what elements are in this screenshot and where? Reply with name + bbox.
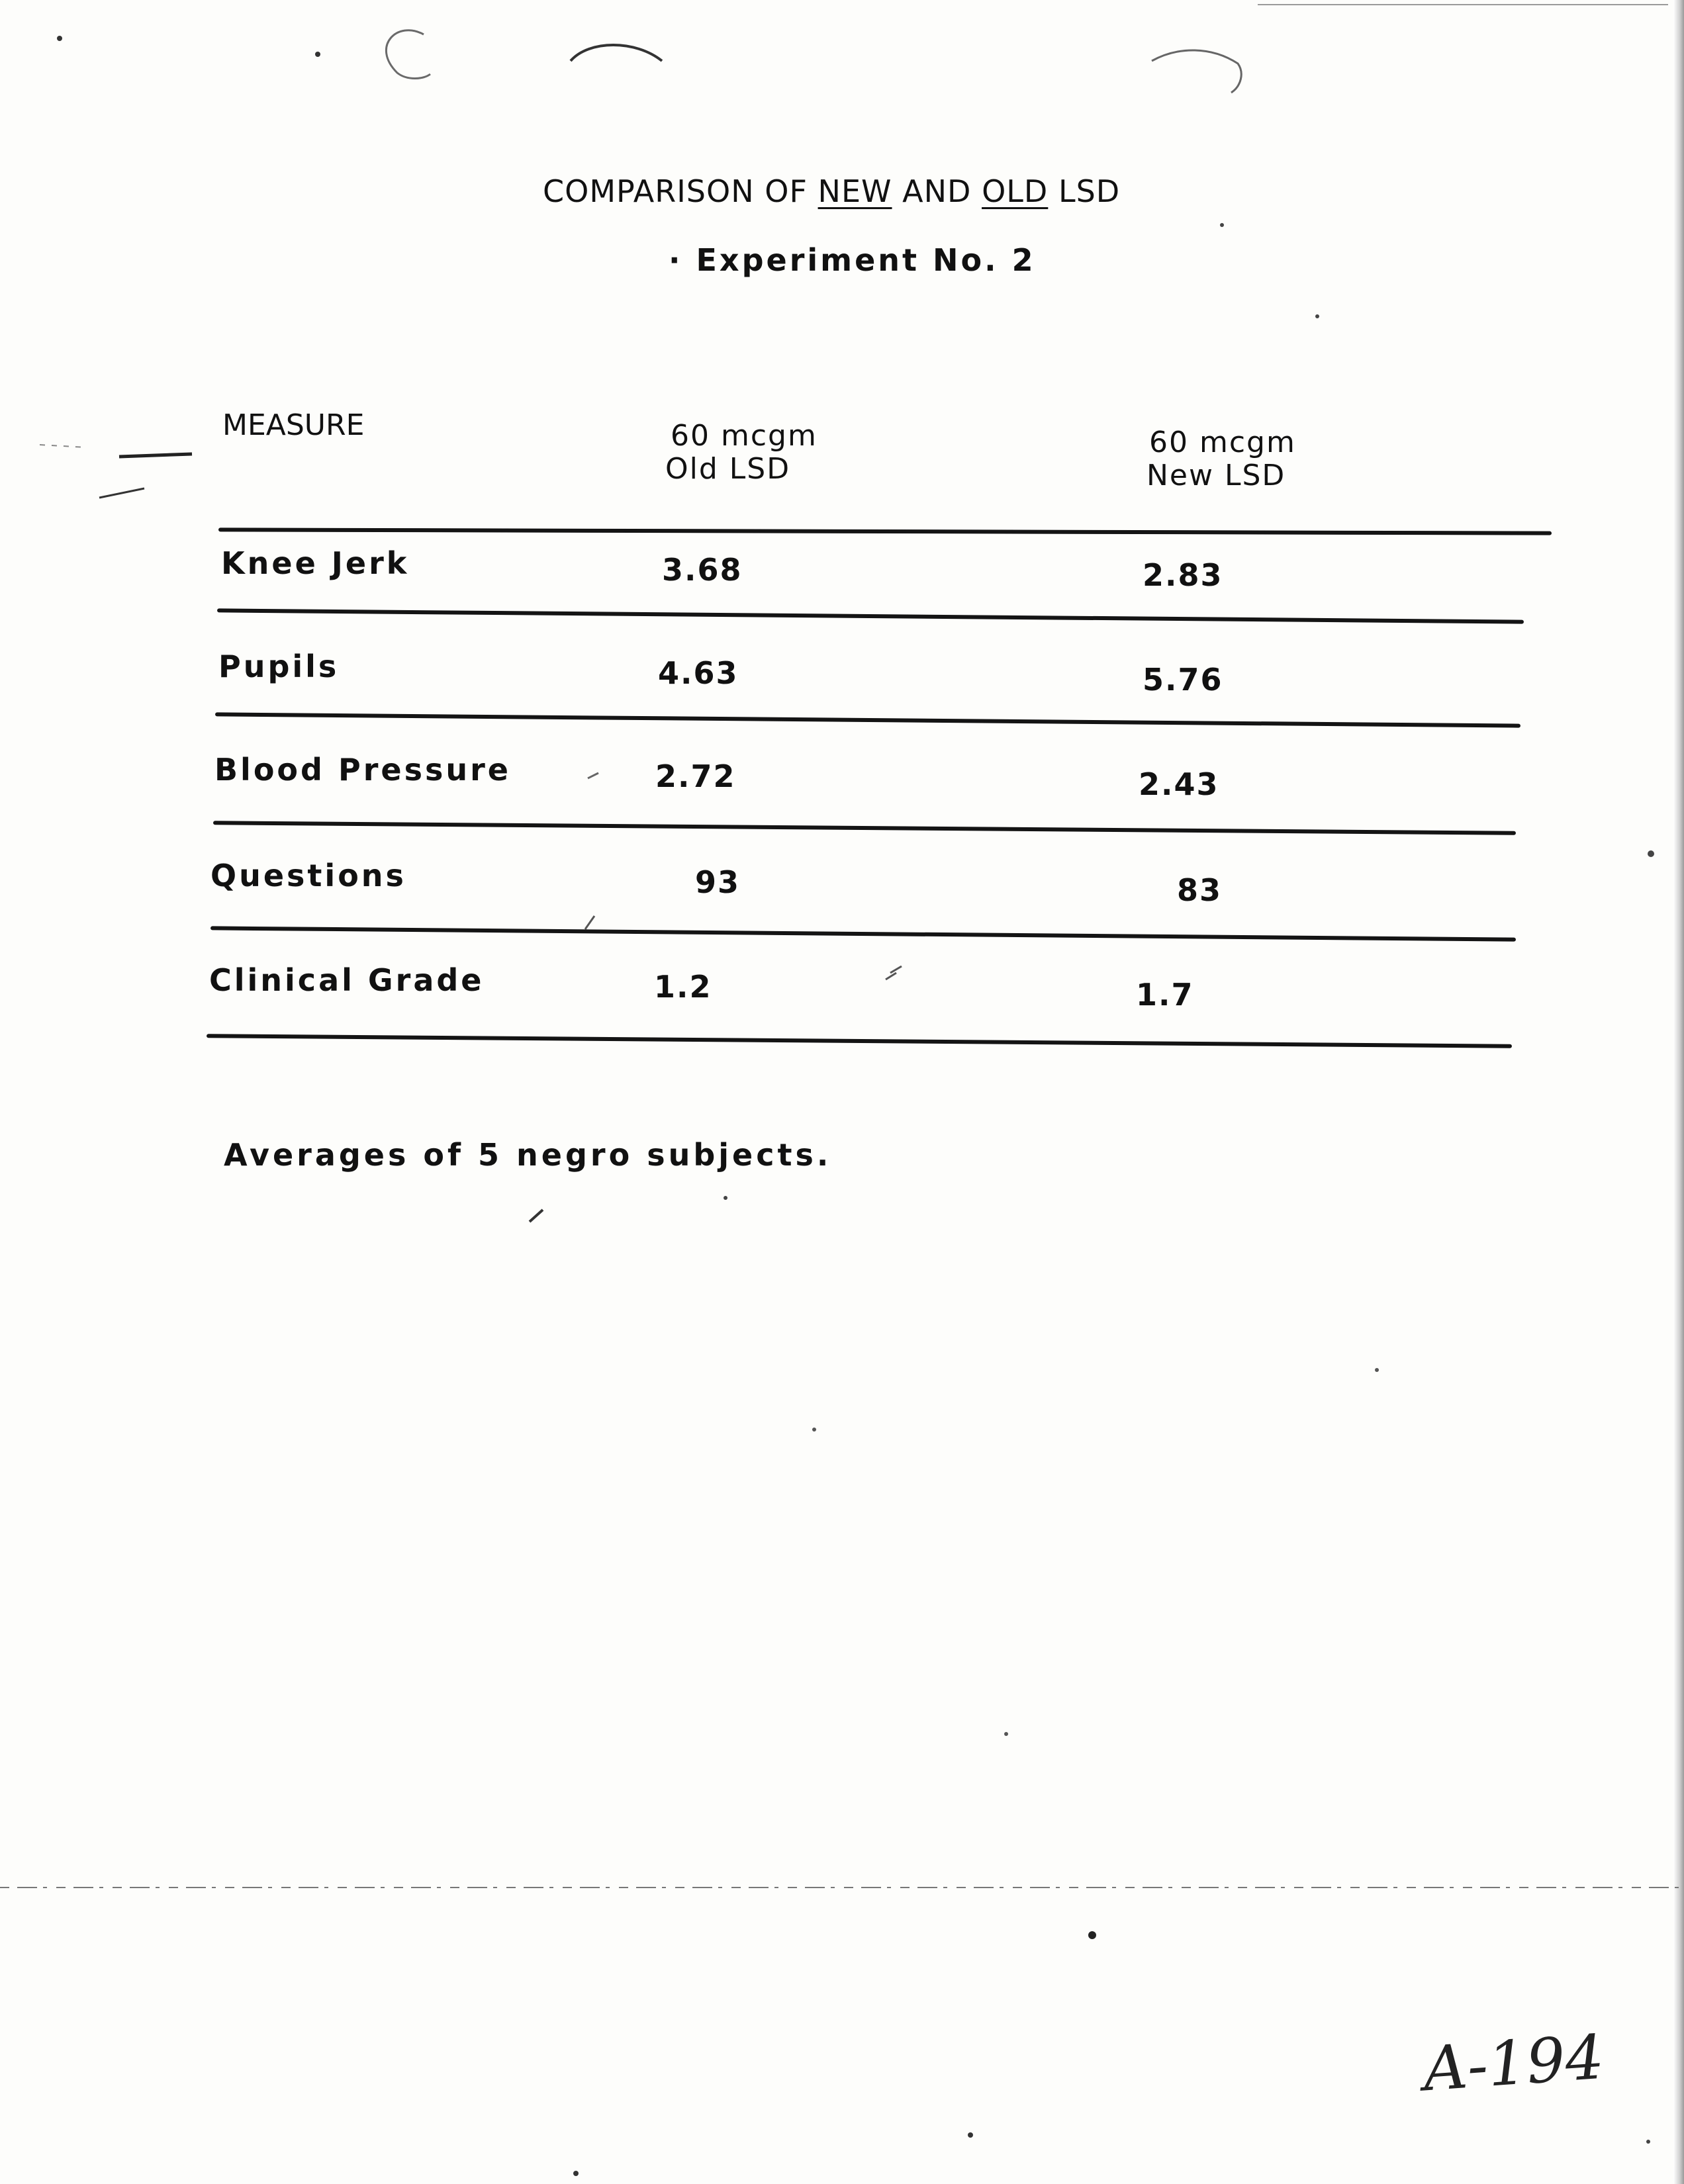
row-measure-pupils: Pupils bbox=[218, 649, 340, 684]
document-subtitle: · Experiment No. 2 bbox=[669, 242, 1036, 278]
header-old-name: Old LSD bbox=[665, 452, 791, 486]
title-old: OLD bbox=[982, 173, 1049, 209]
row-measure-knee-jerk: Knee Jerk bbox=[221, 545, 410, 581]
title-part3: LSD bbox=[1048, 173, 1121, 209]
title-part1: COMPARISON OF bbox=[543, 173, 818, 209]
handwritten-page-number: A-194 bbox=[1421, 2021, 1607, 2105]
row-new-knee-jerk: 2.83 bbox=[1143, 557, 1223, 593]
header-new-name: New LSD bbox=[1146, 459, 1286, 492]
row-measure-questions: Questions bbox=[210, 858, 406, 893]
row-measure-clinical-grade: Clinical Grade bbox=[209, 962, 485, 998]
header-old-lsd bbox=[665, 420, 818, 486]
title-part2: AND bbox=[892, 173, 982, 209]
row-old-pupils: 4.63 bbox=[658, 655, 739, 691]
row-new-questions: 83 bbox=[1177, 872, 1223, 908]
row-new-pupils: 5.76 bbox=[1143, 662, 1223, 698]
row-new-blood-pressure: 2.43 bbox=[1139, 766, 1219, 802]
row-measure-blood-pressure: Blood Pressure bbox=[214, 752, 511, 788]
header-old-dose: 60 mcgm bbox=[671, 419, 818, 453]
row-old-blood-pressure: 2.72 bbox=[655, 758, 736, 794]
title-new: NEW bbox=[818, 173, 892, 209]
row-old-questions: 93 bbox=[695, 864, 741, 900]
document-title bbox=[543, 173, 1120, 209]
header-new-dose: 60 mcgm bbox=[1149, 426, 1296, 459]
header-new-lsd bbox=[1146, 426, 1296, 492]
row-old-knee-jerk: 3.68 bbox=[662, 552, 743, 588]
header-measure: MEASURE bbox=[222, 408, 365, 442]
row-new-clinical-grade: 1.7 bbox=[1136, 977, 1194, 1013]
footnote: Averages of 5 negro subjects. bbox=[224, 1137, 832, 1173]
row-old-clinical-grade: 1.2 bbox=[654, 969, 712, 1005]
